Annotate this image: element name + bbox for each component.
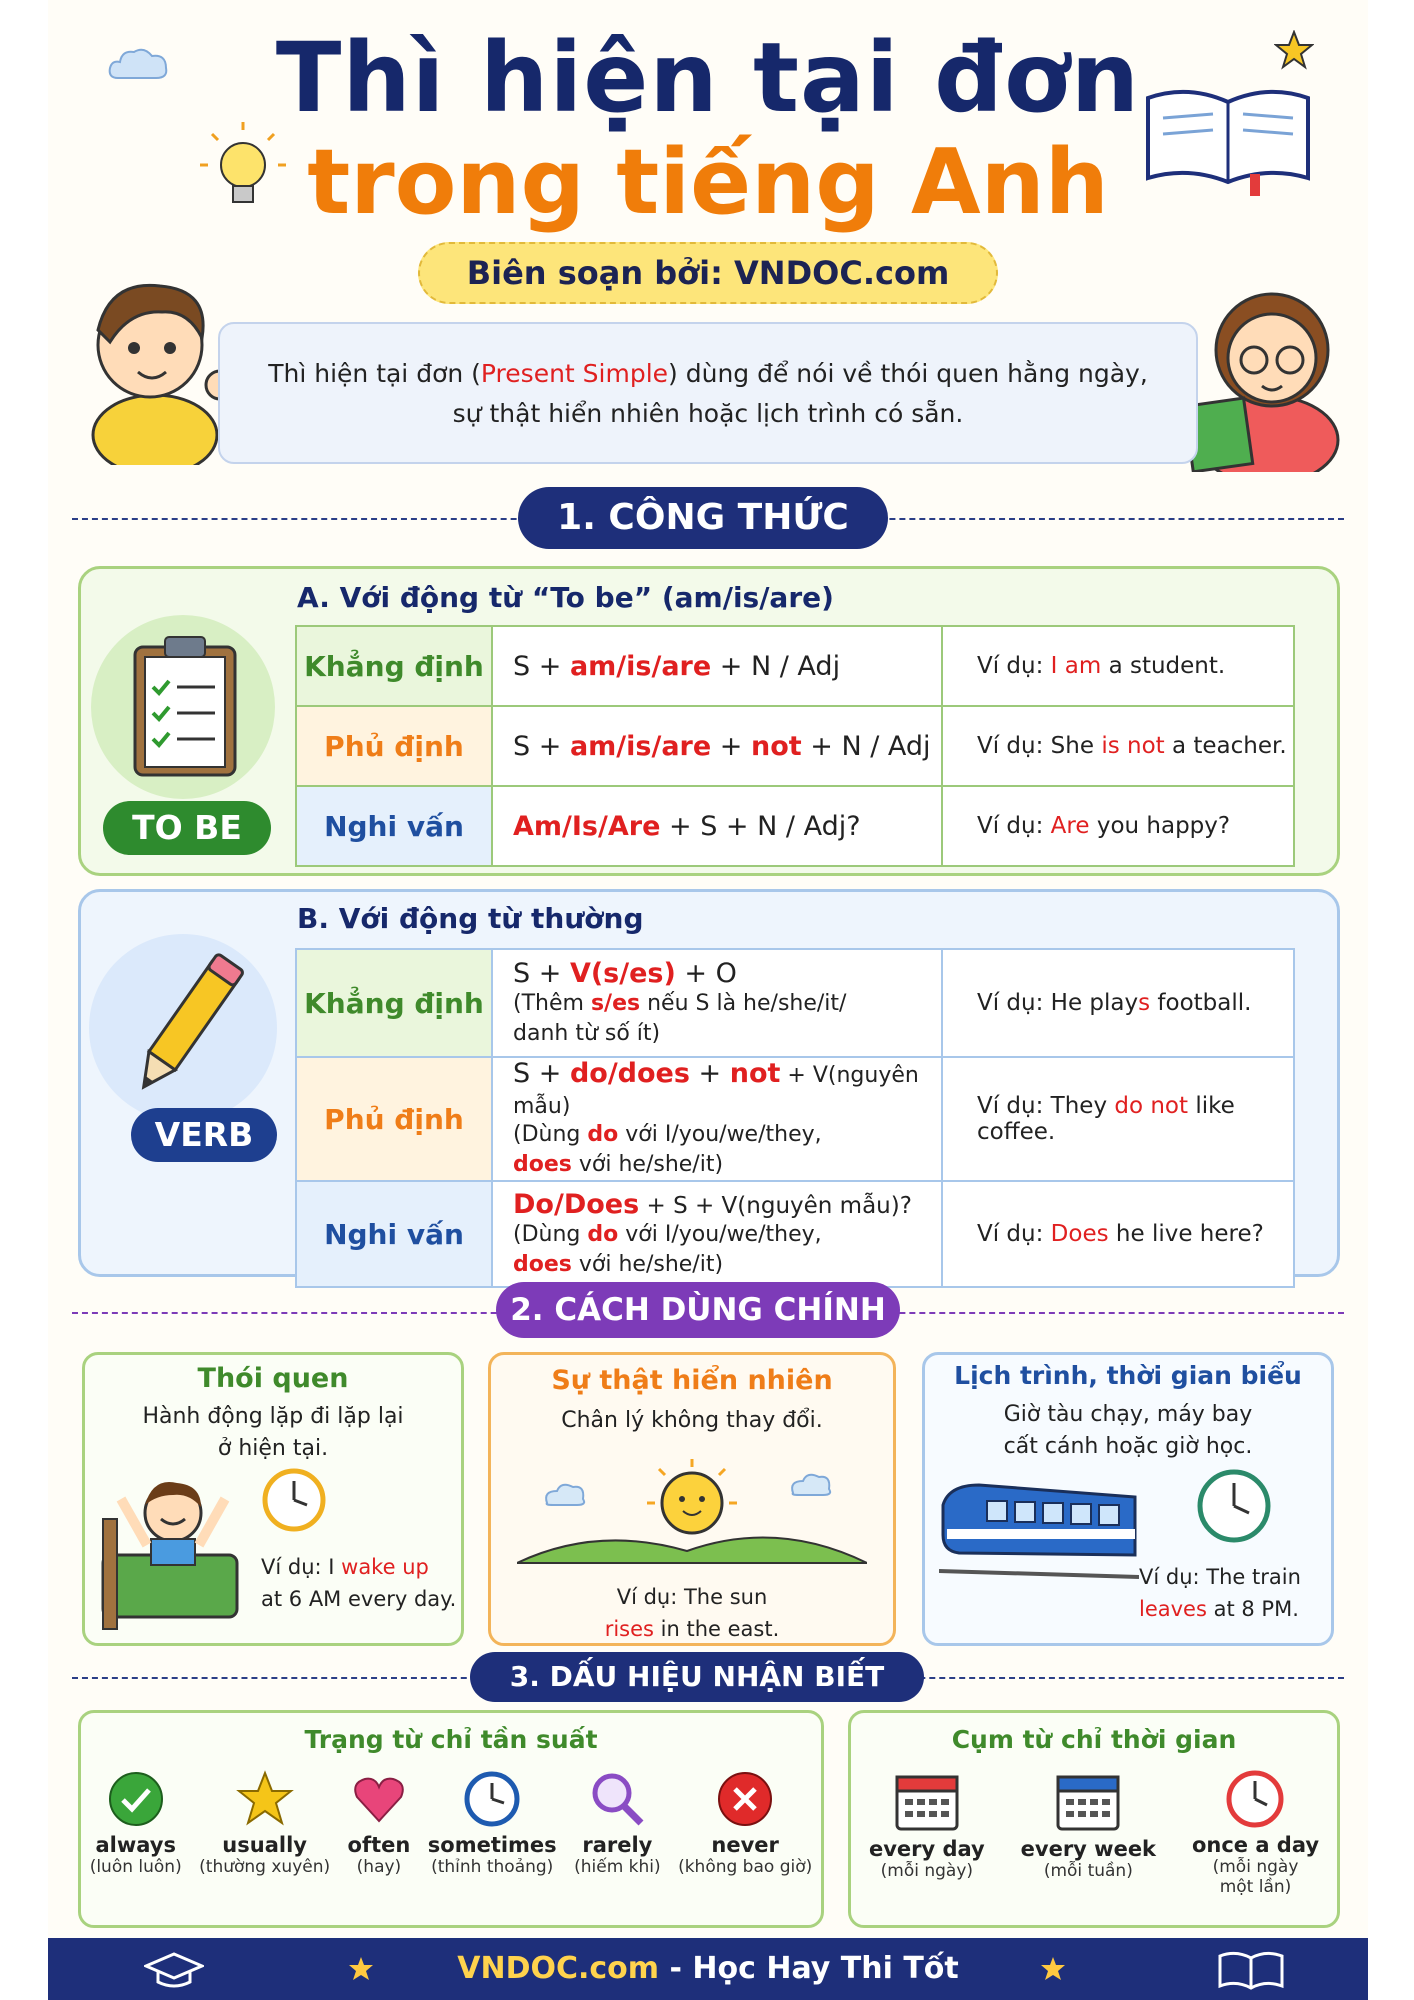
clock-icon	[261, 1467, 327, 1533]
verb-title: B. Với động từ thường	[297, 902, 644, 935]
clipboard-icon	[127, 631, 243, 781]
magnifier-icon	[587, 1769, 647, 1829]
clock-icon	[1195, 1467, 1273, 1545]
sun-landscape-illustration	[517, 1455, 867, 1565]
question-label: Nghi vấn	[296, 1181, 492, 1287]
usage-card-habit	[82, 1352, 464, 1646]
card-example: Ví dụ: I wake up at 6 AM every day.	[261, 1555, 457, 1611]
to-be-formula-box	[78, 566, 1340, 876]
infographic-page	[48, 0, 1368, 2000]
card-title: Sự thật hiển nhiên	[551, 1365, 833, 1396]
adverb-never: never (không bao giờ)	[678, 1769, 812, 1877]
heart-icon	[349, 1769, 409, 1829]
card-desc-2: ở hiện tại.	[217, 1436, 329, 1461]
title-line-2: trong tiếng Anh	[307, 130, 1109, 235]
check-circle-icon	[106, 1769, 166, 1829]
footer-bar	[48, 1938, 1368, 2000]
negative-label: Phủ định	[296, 1057, 492, 1181]
section-2-heading: 2. CÁCH DÙNG CHÍNH	[496, 1282, 900, 1338]
phrase-every-week: every week (mỗi tuần)	[1021, 1767, 1156, 1897]
title-line-1: Thì hiện tại đơn	[275, 22, 1141, 134]
affirmative-label: Khẳng định	[296, 626, 492, 706]
card-example: Ví dụ: The sun rises in the east.	[604, 1585, 780, 1641]
negative-example: Ví dụ: She is not a teacher.	[942, 706, 1294, 786]
card-example: Ví dụ: The train leaves at 8 PM.	[1139, 1565, 1301, 1621]
card-title: Thói quen	[197, 1363, 349, 1394]
affirmative-example: Ví dụ: I am a student.	[942, 626, 1294, 706]
adverbs-title: Trạng từ chỉ tần suất	[304, 1725, 598, 1754]
question-example: Ví dụ: Does he live here?	[942, 1181, 1294, 1287]
phrases-title: Cụm từ chỉ thời gian	[951, 1725, 1237, 1754]
verb-formula-table	[295, 948, 1295, 1288]
waking-boy-illustration	[97, 1459, 247, 1639]
section-1-heading: 1. CÔNG THỨC	[518, 487, 888, 549]
affirmative-formula: S + am/is/are + N / Adj	[492, 626, 942, 706]
clock-icon	[1223, 1767, 1287, 1829]
question-formula: Am/Is/Are + S + N / Adj?	[492, 786, 942, 866]
footer-brand: VNDOC.com	[457, 1951, 660, 1986]
byline-badge: Biên soạn bởi: VNDOC.com	[418, 242, 998, 304]
star-icon	[235, 1769, 295, 1829]
affirmative-label: Khẳng định	[296, 949, 492, 1057]
section-3-heading: 3. DẤU HIỆU NHẬN BIẾT	[470, 1652, 924, 1702]
calendar-icon	[1054, 1767, 1122, 1833]
x-circle-icon	[715, 1769, 775, 1829]
question-formula: Do/Does + S + V(nguyên mẫu)? (Dùng do với I/you/we/they, does với he/she/it)	[492, 1181, 942, 1287]
card-desc-1: Giờ tàu chạy, máy bay	[1003, 1402, 1253, 1427]
affirmative-formula: S + V(s/es) + O (Thêm s/es nếu S là he/she/it/ danh từ số ít)	[492, 949, 942, 1057]
train-illustration	[939, 1475, 1139, 1585]
card-desc-1: Hành động lặp đi lặp lại	[142, 1404, 404, 1429]
table-row	[296, 706, 1294, 786]
footer-slogan: Học Hay Thi Tốt	[692, 1951, 959, 1986]
phrases-list	[851, 1767, 1337, 1897]
adverb-sometimes: sometimes (thỉnh thoảng)	[428, 1769, 557, 1877]
table-row	[296, 626, 1294, 706]
negative-formula: S + am/is/are + not + N / Adj	[492, 706, 942, 786]
intro-line-1: Thì hiện tại đơn (Present Simple) dùng để nói về thói quen hằng ngày,	[268, 359, 1148, 388]
boy-illustration	[70, 250, 240, 465]
adverb-rarely: rarely (hiếm khi)	[574, 1769, 661, 1877]
question-label: Nghi vấn	[296, 786, 492, 866]
clock-icon	[462, 1769, 522, 1829]
table-row	[296, 1057, 1294, 1181]
footer-text: VNDOC.com - Học Hay Thi Tốt	[457, 1951, 959, 1986]
adverb-usually: usually (thường xuyên)	[199, 1769, 330, 1877]
intro-line-2: sự thật hiển nhiên hoặc lịch trình có sẵn.	[452, 399, 964, 428]
card-title: Lịch trình, thời gian biểu	[954, 1361, 1302, 1390]
pencil-icon	[125, 948, 245, 1108]
affirmative-example: Ví dụ: He plays football.	[942, 949, 1294, 1057]
intro-box	[218, 322, 1198, 464]
frequency-adverbs-box	[78, 1710, 824, 1928]
to-be-title: A. Với động từ “To be” (am/is/are)	[297, 581, 834, 614]
usage-card-schedule	[922, 1352, 1334, 1646]
time-phrases-box	[848, 1710, 1340, 1928]
adverb-always: always (luôn luôn)	[90, 1769, 182, 1877]
calendar-icon	[893, 1767, 961, 1833]
verb-formula-box	[78, 889, 1340, 1277]
verb-badge: VERB	[131, 1108, 277, 1162]
to-be-badge: TO BE	[103, 801, 271, 855]
table-row	[296, 949, 1294, 1057]
table-row	[296, 1181, 1294, 1287]
negative-label: Phủ định	[296, 706, 492, 786]
to-be-formula-table	[295, 625, 1295, 867]
card-desc-1: Chân lý không thay đổi.	[561, 1408, 823, 1433]
question-example: Ví dụ: Are you happy?	[942, 786, 1294, 866]
table-row	[296, 786, 1294, 866]
usage-card-fact	[488, 1352, 896, 1646]
negative-formula: S + do/does + not + V(nguyên mẫu) (Dùng do với I/you/we/they, does với he/she/it)	[492, 1057, 942, 1181]
adverbs-list	[81, 1769, 821, 1877]
adverb-often: often (hay)	[348, 1769, 411, 1877]
present-simple-highlight: Present Simple	[480, 359, 669, 388]
negative-example: Ví dụ: They do not like coffee.	[942, 1057, 1294, 1181]
phrase-once-a-day: once a day (mỗi ngày một lần)	[1192, 1767, 1319, 1897]
phrase-every-day: every day (mỗi ngày)	[869, 1767, 985, 1897]
card-desc-2: cất cánh hoặc giờ học.	[1003, 1434, 1253, 1459]
